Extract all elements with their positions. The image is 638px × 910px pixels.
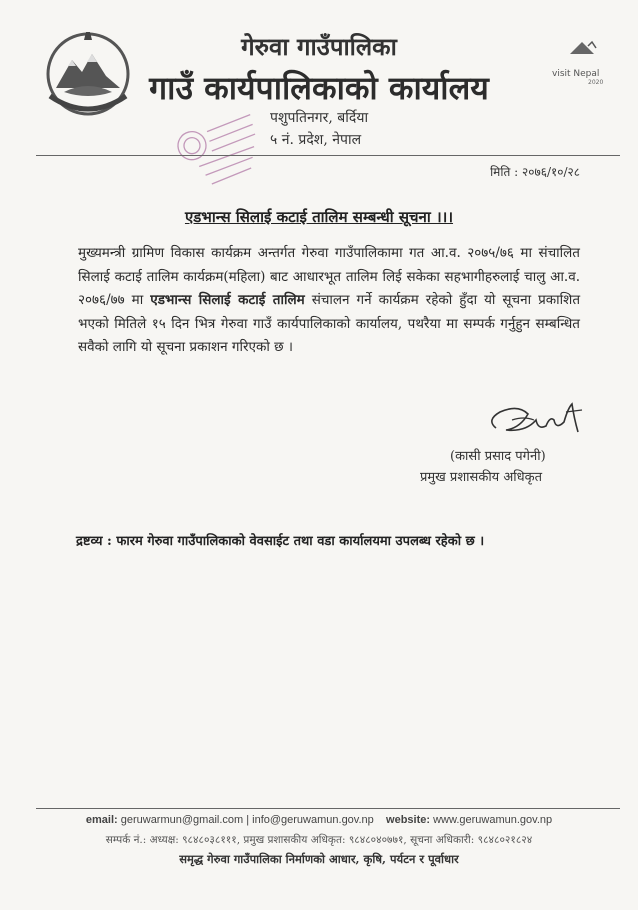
province-line: ५ नं. प्रदेश, नेपाल bbox=[270, 132, 362, 148]
signatory-name: (कासी प्रसाद पगेनी) bbox=[450, 449, 546, 464]
footer-slogan: समृद्ध गेरुवा गाउँपालिका निर्माणको आधार, कृषि, पर्यटन र पूर्वाधार bbox=[179, 852, 459, 866]
footer-phone-numbers: सम्पर्क नं.: अध्यक्ष: ९८४८०३८१११, प्रमुख प्रशासकीय अधिकृत: ९८४८०४०७७१, सूचना अधिकारी: ९८४८०२१८२४ bbox=[105, 834, 533, 846]
footer-contact-web bbox=[0, 814, 638, 826]
body-bold-phrase: एडभान्स सिलाई कटाई तालिम bbox=[150, 292, 305, 308]
body-part-1: मुख्यमन्त्री ग्रामिण विकास कार्यक्रम अन्तर्गत गेरुवा गाउँपालिकामा गत आ.व. २०७५/७६ मा संचालित सिलाई कटाई तालिम कार्यक्रम(महिला) बाट आधारभूत तालिम लिई सकेका सहभागीहरुलाई चालु आ.व. २०७६/७७ मा bbox=[78, 245, 580, 308]
official-stamp-icon bbox=[166, 110, 266, 192]
municipality-name: गेरुवा गाउँपालिका bbox=[241, 32, 397, 61]
address-line: पशुपतिनगर, बर्दिया bbox=[270, 110, 369, 126]
office-name: गाउँ कार्यपालिकाको कार्यालय bbox=[149, 69, 489, 107]
signature-icon bbox=[476, 398, 590, 444]
note-line: द्रष्टव्य : फारम गेरुवा गाउँपालिकाको वेवसाईट तथा वडा कार्यालयमा उपलब्ध रहेको छ । bbox=[76, 534, 485, 549]
website-label: website: bbox=[386, 814, 431, 826]
notice-body bbox=[78, 242, 580, 360]
svg-text:visit Nepal: visit Nepal bbox=[552, 69, 600, 79]
email-label: email: bbox=[85, 814, 118, 826]
header-divider bbox=[36, 155, 620, 156]
body-part-2: संचालन गर्ने कार्यक्रम रहेको हुँदा यो सूचना प्रकाशित भएको मितिले १५ दिन भित्र गेरुवा गाउँ कार्यपालिकाको कार्यालय, पथरैया मा सम्पर्क गर्नुहुन सम्बन्धित सवैको लागि यो सूचना प्रकाशन गरिएको छ । bbox=[78, 292, 581, 355]
website-value: www.geruwamun.gov.np bbox=[433, 814, 553, 826]
signatory-title: प्रमुख प्रशासकीय अधिकृत bbox=[420, 470, 543, 485]
footer-divider bbox=[36, 808, 620, 809]
svg-text:2020: 2020 bbox=[588, 79, 604, 86]
date-line: मिति : २०७६/१०/२८ bbox=[490, 165, 580, 179]
notice-subject: एडभान्स सिलाई कटाई तालिम सम्बन्धी सूचना ।।। bbox=[184, 208, 454, 226]
email-value: geruwarmun@gmail.com | info@geruwamun.gov.np bbox=[120, 814, 374, 826]
